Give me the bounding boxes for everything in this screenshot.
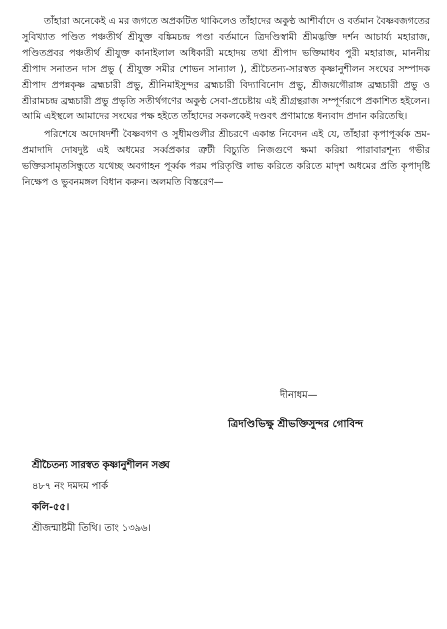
humble-salutation: দীনাধম— [280, 390, 318, 401]
signature-block [230, 388, 440, 434]
body-text [22, 14, 430, 191]
organization-name: শ্রীচৈতন্য সারস্বত কৃষ্ণানুশীলন সঙ্ঘ [32, 460, 170, 471]
signer-name: ত্রিদণ্ডিভিক্ষু শ্রীভক্তিসুন্দর গোবিন্দ [228, 419, 364, 430]
paragraph-acknowledgements: তাঁহারা অনেকেই এ মর জগতে অপ্রকটিত থাকিলেও তাঁহাদের অকুণ্ঠ আশীর্বাদে ও বর্তমান বৈষ্ণবজগতের সুবিখ্যাত পণ্ডিত পঞ্চতীর্থ শ্রীযুক্ত বঙ্কিমচন্দ্র পণ্ডা বর্তমানে ত্রিদণ্ডিস্বামী শ্রীমদ্ভক্তি দর্শন আচার্য্য মহারাজ, পণ্ডিতপ্রবর পঞ্চতীর্থ শ্রীযুক্ত কানাইলাল অধিকারী মহোদয় তথা শ্রীপাদ ভক্তিমাধব পুরী মহারাজ, মাননীয় শ্রীপাদ সনাতন দাস প্রভু ( শ্রীযুক্ত সমীর শোভন সান্যাল ), শ্রীচৈতন্য-সারস্বত কৃষ্ণানুশীলন সংঘের সম্পাদক শ্রীপাদ প্রপন্নকৃষ্ণ ব্রহ্মচারী প্রভু, শ্রীনিমাইসুন্দর ব্রহ্মচারী বিদ্যাবিনোদ প্রভু, শ্রীজয়গৌরাঙ্গ ব্রহ্মচারী প্রভু ও শ্রীরামচন্দ্র ব্রহ্মচারী প্রভু প্রভৃতি সতীর্থগণের অকুণ্ঠ সেবা-প্রচেষ্টায় এই শ্রীগ্রন্থরাজ সম্পূর্ণরূপে প্রকাশিত হইলেন। আমি এইস্থলে আমাদের সংঘের পক্ষ হইতে তাঁহাদের সকলকেই দণ্ডবৎ প্রণামান্তে ধন্যবাদ প্রদান করিতেছি। [22, 16, 430, 123]
street-address: ৪৮৭ নং দমদম পার্ক [32, 481, 109, 492]
footer-address-block [32, 455, 332, 539]
paragraph-closing-request: পরিশেষে অদোষদর্শী বৈষ্ণবগণ ও সুধীমণ্ডলীর শ্রীচরণে একান্ত নিবেদন এই যে, তাঁহারা কৃপাপূর্ব্বক ভ্রম-প্রমাদাদি দোষদুষ্ট এই অধমের সর্ব্বপ্রকার ত্রুটী বিচ্যুতি নিজগুণে ক্ষমা করিয়া পারাবারশূন্য গভীর ভক্তিরসামৃতসিন্ধুতে যথেচ্ছ অবগাহন পূর্ব্বক পরম পরিতৃপ্তি লাভ করিতে করিতে মাদৃশ অধমের প্রতি কৃপাদৃষ্টি নিক্ষেপ ও ভুবনমঙ্গল বিধান করুন। অলমতি বিস্তরেণ— [22, 129, 430, 189]
city-line: কলি-৫৫। [32, 502, 70, 513]
date-line: শ্রীজন্মাষ্টমী তিথি। তাং ১৩৯৬। [32, 523, 151, 534]
